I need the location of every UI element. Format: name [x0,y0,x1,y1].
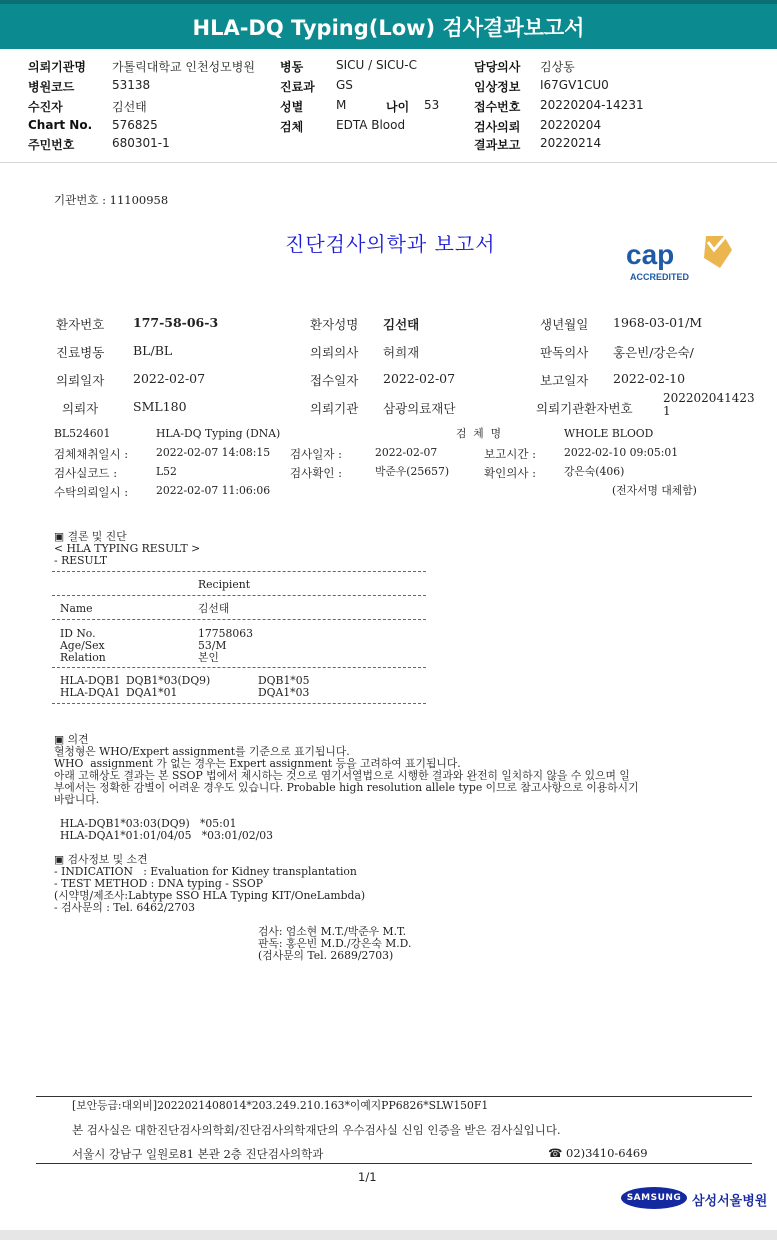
label-patient: 수진자 [28,100,63,114]
value-requesting-institution: 삼광의료재단 [383,401,456,416]
value-collect-time: 2022-02-07 14:08:15 [156,446,271,459]
value-confirm-doctor: 강은숙(406) [564,465,625,478]
info-test-method: - TEST METHOD : DNA typing - SSOP [54,877,263,890]
report-title: 진단검사의학과 보고서 [285,232,496,256]
label-doctor: 담당의사 [474,60,521,74]
opinion-line: 바랍니다. [54,793,100,806]
value-name: 김선태 [198,602,230,615]
result-subtitle: - RESULT [54,554,108,567]
label-specimen: 검체 [280,120,304,134]
value-sex: M [336,98,347,112]
label-reading-doctor: 판독의사 [540,345,589,360]
label-test-request: 검사의뢰 [474,120,521,134]
section-opinion: ▣ 의견 [54,733,89,746]
opinion-line: 아래 고해상도 결과는 본 SSOP 법에서 제시하는 것으로 염기서열법으로 시행한 결과와 완전히 일치하지 않을 수 있으며 일 [54,769,630,782]
label-specimen-name: 검 체 명 [456,427,502,440]
recipient-header: Recipient [198,578,251,591]
value-patient-name: 김선태 [383,317,420,332]
label-age-sex: Age/Sex [60,639,105,652]
value-requesting-doctor: 허희재 [383,345,420,360]
header-divider [0,162,777,163]
label-department: 진료과 [280,80,315,94]
test-code: BL524601 [54,427,111,440]
value-institution: 가톨릭대학교 인천성모병원 [112,60,255,74]
label-id: ID No. [60,627,96,640]
label-consign-time: 수탁의뢰일시 : [54,485,129,499]
label-ward: 병동 [280,60,304,74]
opinion-line: 부에서는 정확한 감별이 어려운 경우도 있습니다. Probable high resolution allele type 이므로 참고사항으로 이용하시기 [54,781,639,794]
value-hospital-code: 53138 [112,78,151,92]
value-consign-time: 2022-02-07 11:06:06 [156,484,271,497]
value-receipt-date: 2022-02-07 [383,371,456,386]
section-test-info: ▣ 검사정보 및 소견 [54,853,148,866]
footer-certification: 본 검사실은 대한진단검사의학회/진단검사의학재단의 우수검사실 신임 인증을 받은 검사실입니다. [72,1123,561,1137]
value-requester: SML180 [133,399,187,414]
label-result-report: 결과보고 [474,138,521,152]
label-test-date: 검사일자 : [290,447,342,461]
high-res-dqb1: HLA-DQB1*03:03(DQ9) *05:01 [60,817,237,830]
label-confirm-doctor: 확인의사 : [484,466,536,480]
phone-icon: ☎ [548,1146,563,1160]
opinion-line: 혈청형은 WHO/Expert assignment를 기준으로 표기됩니다. [54,745,350,758]
value-report-time: 2022-02-10 09:05:01 [564,446,679,459]
value-doctor: 김상동 [540,60,575,74]
value-receipt-no: 20220204-14231 [540,98,644,112]
value-clinical-info: I67GV1CU0 [540,78,609,92]
value-test-request: 20220204 [540,118,602,132]
electronic-signature-note: (전자서명 대체함) [612,484,697,497]
value-ward: SICU / SICU-C [336,58,418,72]
label-inst-patient-no: 의뢰기관환자번호 [536,401,633,416]
label-resident-no: 주민번호 [28,138,75,152]
label-birthdate: 생년월일 [540,317,589,332]
label-patient-name: 환자성명 [310,317,359,332]
footer-address: 서울시 강남구 일원로81 본관 2층 진단검사의학과 [72,1147,324,1161]
label-requester: 의뢰자 [62,401,99,416]
cap-accredited-logo [620,228,734,286]
label-receipt-date: 접수일자 [310,373,359,388]
high-res-dqa1: HLA-DQA1*01:01/04/05 *03:01/02/03 [60,829,274,842]
value-birthdate: 1968-03-01/M [613,315,703,330]
signature-reader: 판독: 홍은빈 M.D./강은숙 M.D. [258,937,412,950]
label-dqb1: HLA-DQB1 [60,674,121,687]
value-dqa1-allele2: DQA1*03 [258,686,310,699]
value-specimen-name: WHOLE BLOOD [564,427,654,440]
value-request-date: 2022-02-07 [133,371,206,386]
label-report-time: 보고시간 : [484,447,536,461]
label-dqa1: HLA-DQA1 [60,686,121,699]
label-request-date: 의뢰일자 [56,373,105,388]
label-lab-code: 검사실코드 : [54,466,118,480]
label-age: 나이 [386,100,410,114]
value-resident-no: 680301-1 [112,136,170,150]
info-indication: - INDICATION : Evaluation for Kidney transplantation [54,865,357,878]
value-dqa1-allele1: DQA1*01 [126,686,178,699]
label-report-date: 보고일자 [540,373,589,388]
value-age: 53 [424,98,440,112]
section-conclusion: ▣ 결론 및 진단 [54,530,127,543]
institution-number: 기관번호 : 11100958 [54,193,169,207]
label-collect-time: 검체채취일시 : [54,447,129,461]
test-name: HLA-DQ Typing (DNA) [156,427,281,440]
value-patient-no: 177-58-06-3 [133,315,219,330]
label-sex: 성별 [280,100,304,114]
value-specimen: EDTA Blood [336,118,406,132]
signature-contact: (검사문의 Tel. 2689/2703) [258,949,394,962]
label-institution: 의뢰기관명 [28,60,86,74]
footer-divider [36,1163,752,1164]
footer-security-line: [보안등급:대외비]2022021408014*203.249.210.163*이예지PP6826*SLW150F1 [72,1099,489,1112]
value-test-date: 2022-02-07 [375,446,438,459]
signature-tester: 검사: 엄소현 M.T./박준우 M.T. [258,925,407,938]
divider [52,571,426,572]
label-chart-no: Chart No. [28,118,93,132]
footer-phone: 02)3410-6469 [566,1146,648,1160]
label-requesting-doctor: 의뢰의사 [310,345,359,360]
value-dqb1-allele1: DQB1*03(DQ9) [126,674,211,687]
label-requesting-institution: 의뢰기관 [310,401,359,416]
value-inst-patient-no: 202202041423 1 [663,391,755,418]
viewer-bottom-bar [0,1230,777,1240]
label-test-confirm: 검사확인 : [290,466,342,480]
hla-typing-result-title: < HLA TYPING RESULT > [54,542,201,555]
report-header-title: HLA-DQ Typing(Low) 검사결과보고서 [0,0,777,49]
cap-logo-sub: ACCREDITED [630,272,690,282]
divider [52,667,426,668]
footer-divider [36,1096,752,1097]
label-receipt-no: 접수번호 [474,100,521,114]
value-chart-no: 576825 [112,118,158,132]
value-reading-doctor: 홍은빈/강은숙/ [613,345,694,360]
divider [52,703,426,704]
value-test-confirm: 박준우(25657) [375,465,450,478]
value-dqb1-allele2: DQB1*05 [258,674,310,687]
value-ward-2: BL/BL [133,343,173,358]
opinion-line: WHO assignment 가 없는 경우는 Expert assignment 등을 고려하여 표기됩니다. [54,757,461,770]
label-relation: Relation [60,651,106,664]
value-patient: 김선태 [112,100,147,114]
cap-logo-word: cap [626,239,675,270]
label-clinical-info: 임상정보 [474,80,521,94]
label-hospital-code: 병원코드 [28,80,75,94]
info-contact: - 검사문의 : Tel. 6462/2703 [54,901,195,914]
value-age-sex: 53/M [198,639,227,652]
value-relation: 본인 [198,651,219,664]
divider [52,595,426,596]
value-department: GS [336,78,353,92]
page-number: 1/1 [358,1170,377,1184]
hospital-name: 삼성서울병원 [692,1194,768,1209]
divider [52,619,426,620]
label-patient-no: 환자번호 [56,317,105,332]
value-report-date: 2022-02-10 [613,371,686,386]
value-lab-code: L52 [156,465,177,478]
label-ward-2: 진료병동 [56,345,105,360]
value-result-report: 20220214 [540,136,602,150]
label-name: Name [60,602,93,615]
samsung-logo: SAMSUNG [621,1187,687,1209]
info-reagent: (시약명/제조사:Labtype SSO HLA Typing KIT/OneLambda) [54,889,366,902]
value-id: 17758063 [198,627,253,640]
